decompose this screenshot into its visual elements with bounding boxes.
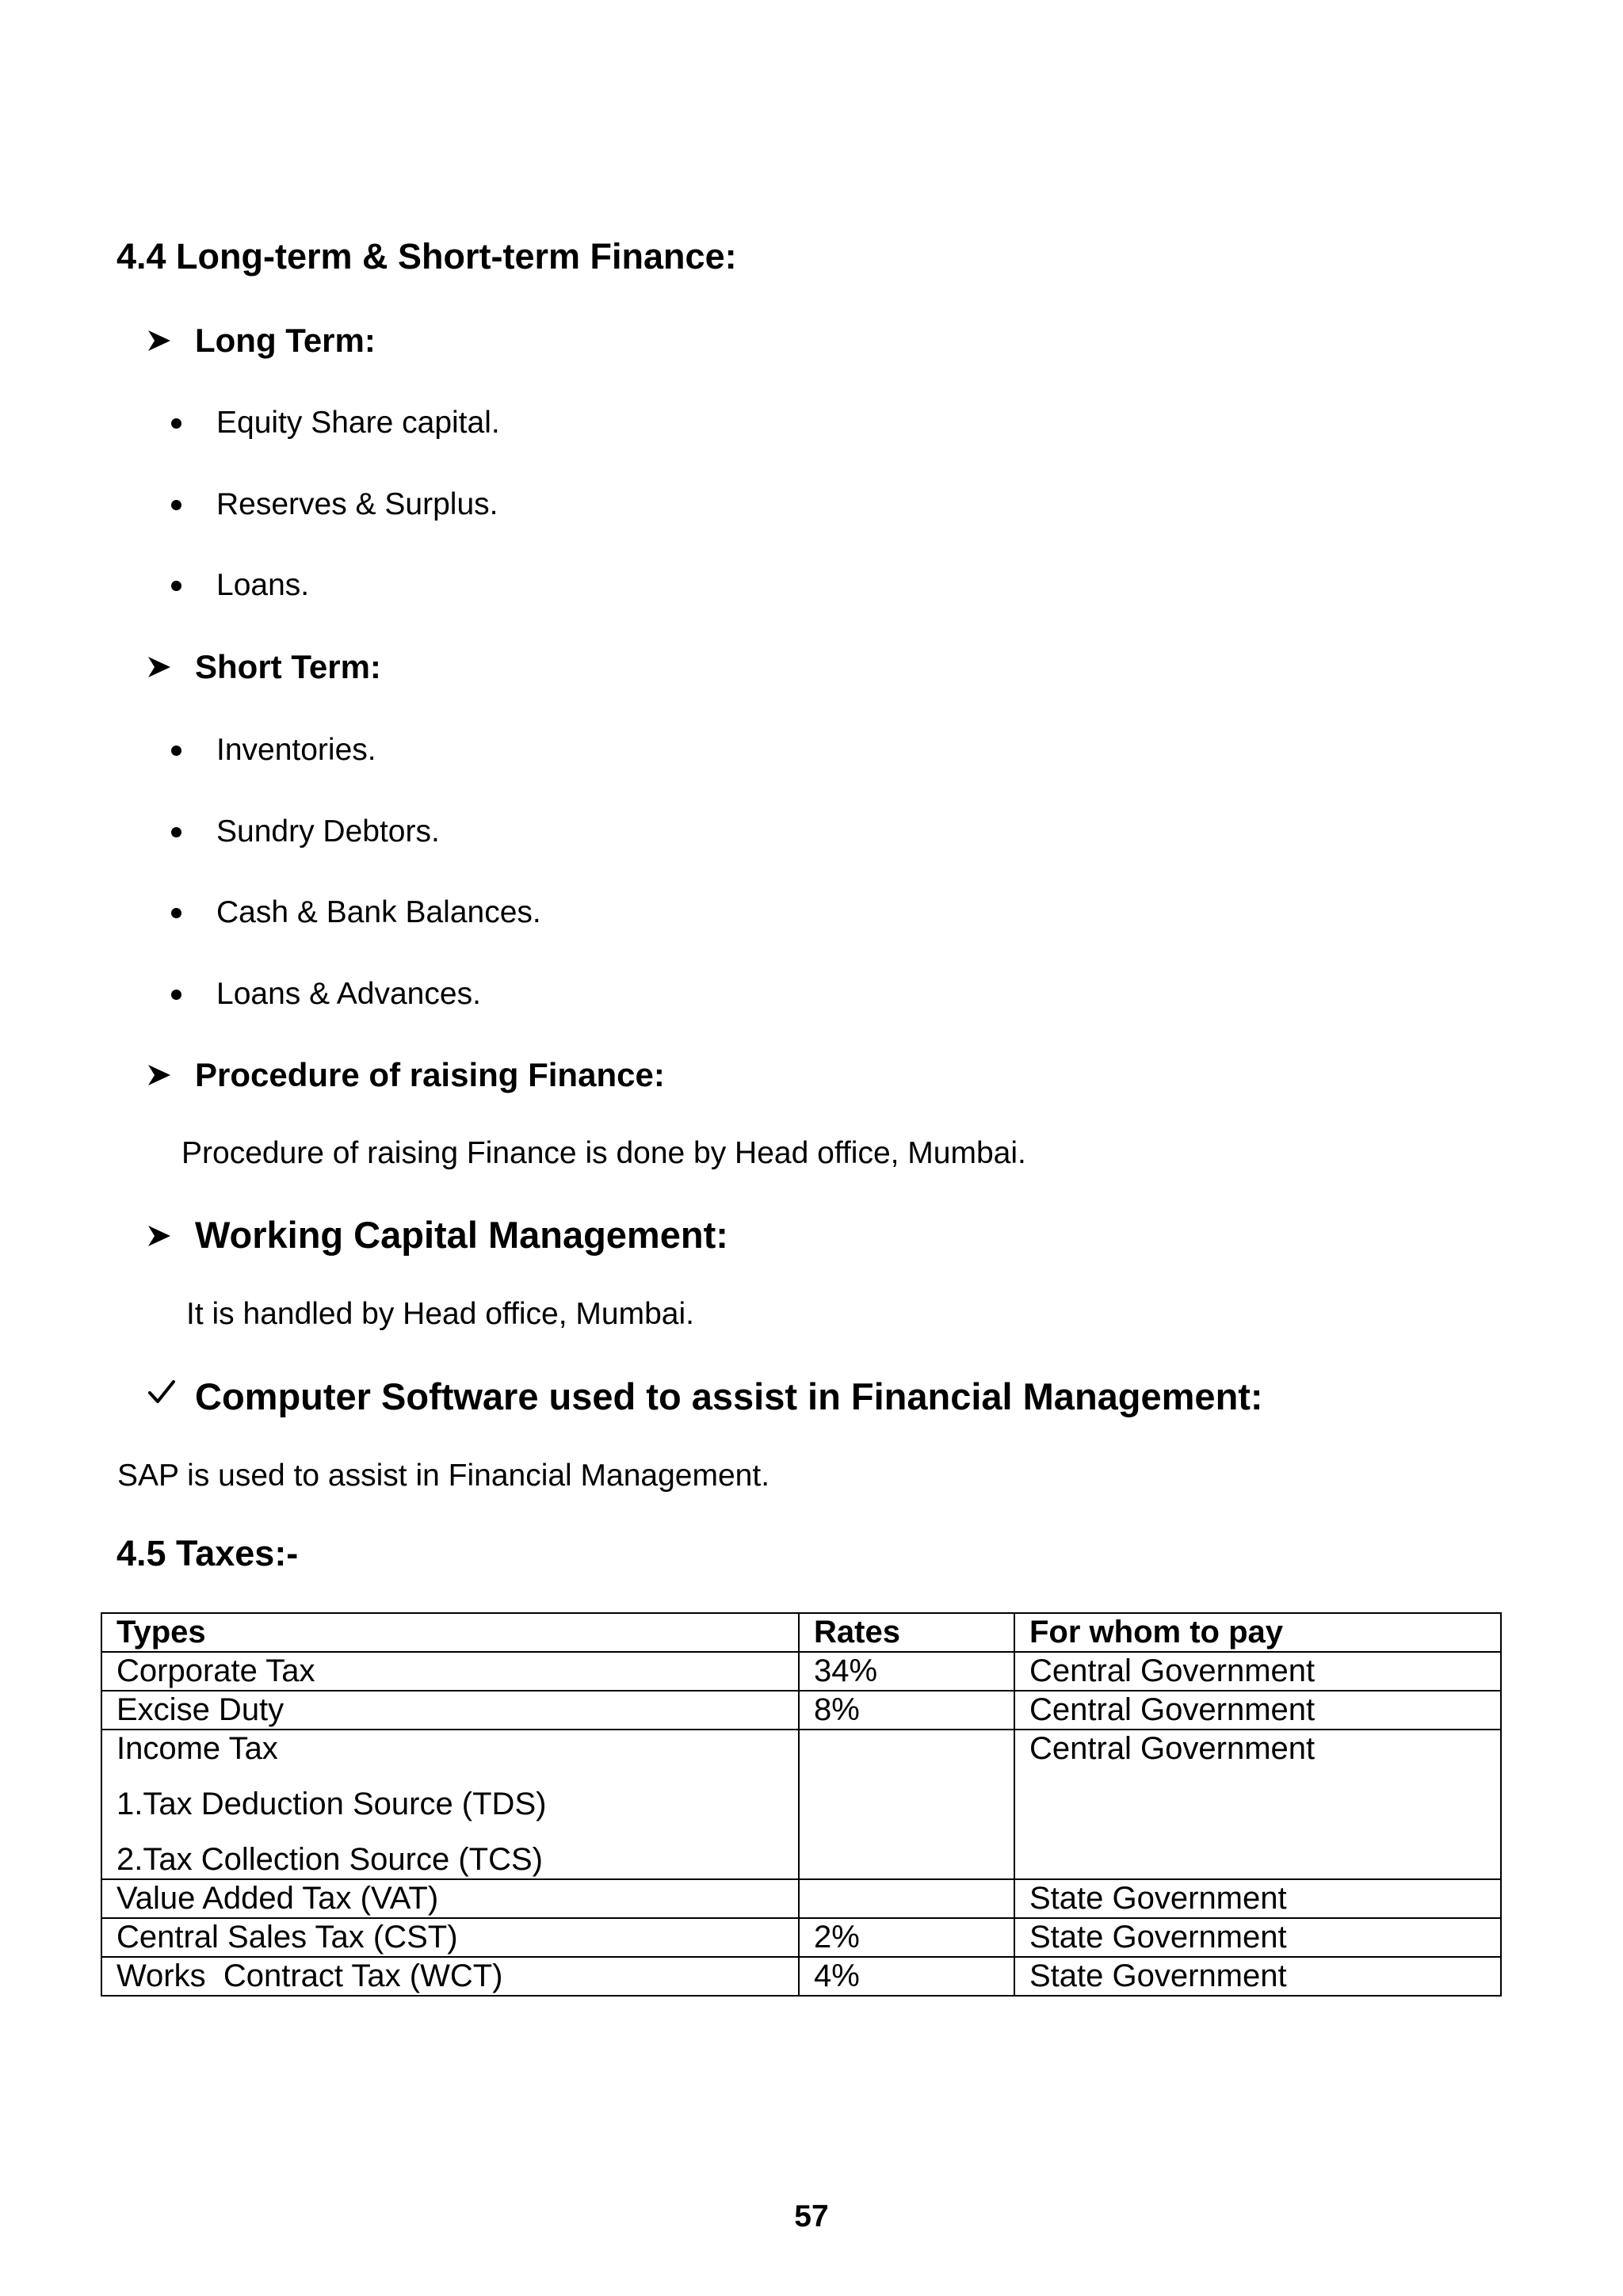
long-term-item: Equity Share capital. [216,406,500,440]
short-term-item: Inventories. [216,733,376,767]
tax-type-cell: Central Sales Tax (CST) [101,1918,799,1957]
long-term-item: Loans. [216,568,310,602]
tax-type-cell: Value Added Tax (VAT) [101,1879,799,1918]
long-term-item: Reserves & Surplus. [216,487,498,521]
arrow-bullet-icon [147,1224,172,1248]
page-number: 57 [794,2199,829,2233]
column-header: For whom to pay [1014,1613,1501,1652]
long-term-heading: Long Term: [195,322,376,359]
software-heading: Computer Software used to assist in Financial Management: [195,1375,1263,1417]
arrow-bullet-icon [147,655,172,679]
bullet-icon [171,908,181,918]
column-header: Types [101,1613,799,1652]
tax-rate-cell [799,1730,1014,1879]
working-capital-text: It is handled by Head office, Mumbai. [186,1297,694,1331]
taxes-table [101,1612,1502,1997]
short-term-item: Cash & Bank Balances. [216,895,541,929]
software-text: SAP is used to assist in Financial Management. [117,1459,770,1493]
table-header-row [101,1613,1501,1652]
section-title-4-5: 4.5 Taxes:- [116,1533,299,1573]
checkmark-icon [147,1379,176,1405]
short-term-item: Sundry Debtors. [216,814,440,849]
section-title-4-4: 4.4 Long-term & Short-term Finance: [116,236,737,277]
bullet-icon [171,581,181,591]
working-capital-heading: Working Capital Management: [195,1214,728,1256]
tax-sub-type: 1.Tax Deduction Source (TDS) [116,1787,547,1821]
bullet-icon [171,418,181,429]
tax-payee-cell: Central Government [1014,1691,1501,1730]
tax-rate-cell: 34% [799,1652,1014,1691]
table-row [101,1957,1501,1996]
bullet-icon [171,990,181,1000]
short-term-heading: Short Term: [195,648,381,685]
tax-rate-cell: 2% [799,1918,1014,1957]
procedure-text: Procedure of raising Finance is done by Head office, Mumbai. [181,1136,1026,1170]
table-row [101,1691,1501,1730]
bullet-icon [171,827,181,837]
table-row [101,1879,1501,1918]
tax-payee-cell: State Government [1014,1957,1501,1996]
table-row [101,1652,1501,1691]
table-row [101,1918,1501,1957]
tax-type-cell: Works Contract Tax (WCT) [101,1957,799,1996]
tax-rate-cell: 8% [799,1691,1014,1730]
tax-type-cell: Excise Duty [101,1691,799,1730]
arrow-bullet-icon [147,329,172,353]
tax-payee-cell: Central Government [1014,1730,1501,1879]
procedure-heading: Procedure of raising Finance: [195,1056,665,1093]
arrow-bullet-icon [147,1063,172,1087]
tax-type-cell [101,1730,799,1879]
tax-rate-cell [799,1879,1014,1918]
tax-type-cell: Corporate Tax [101,1652,799,1691]
column-header: Rates [799,1613,1014,1652]
short-term-item: Loans & Advances. [216,977,481,1011]
tax-payee-cell: State Government [1014,1879,1501,1918]
tax-payee-cell: Central Government [1014,1652,1501,1691]
bullet-icon [171,500,181,510]
bullet-icon [171,746,181,756]
tax-type-label: Income Tax [116,1731,278,1766]
tax-rate-cell: 4% [799,1957,1014,1996]
tax-payee-cell: State Government [1014,1918,1501,1957]
table-row [101,1730,1501,1879]
tax-sub-type: 2.Tax Collection Source (TCS) [116,1842,543,1877]
